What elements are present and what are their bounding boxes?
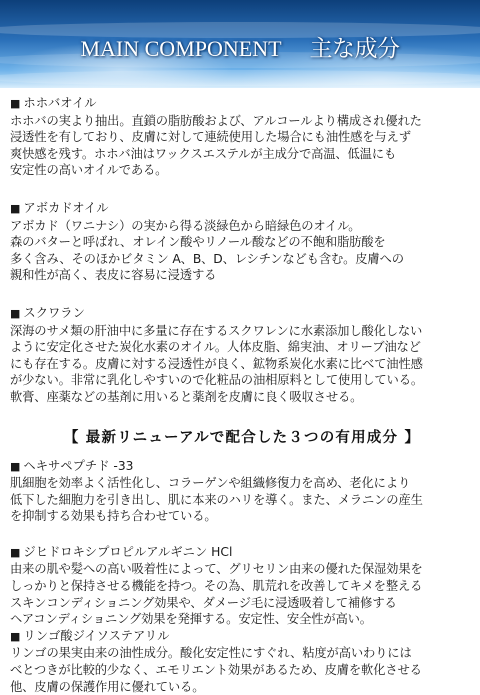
body-text: 森のバターと呼ばれ、オレイン酸やリノール酸などの不飽和脂肪酸を — [10, 235, 386, 250]
section-dihydroxypropyl-arginine — [10, 544, 474, 628]
body-text: リンゴの果実由来の油性成分。酸化安定性にすぐれ、粘度が高いわりには — [10, 646, 412, 661]
body-text: 爽快感を残す。ホホバ油はワックスエステルが主成分で高温、低温にも — [10, 146, 397, 161]
body-text: アボカド（ワニナシ）の実から得る淡緑色から暗緑色のオイル。 — [10, 218, 361, 233]
banner-wave — [0, 70, 480, 86]
square-bullet-icon: ■ — [10, 306, 21, 320]
square-bullet-icon: ■ — [10, 459, 21, 473]
body-text: スキンコンディショニング効果や、ダメージ毛に浸透吸着して補修する — [10, 595, 397, 610]
body-text: ように安定化させた炭化水素のオイル。人体皮脂、綿実油、オリーブ油など — [10, 340, 421, 355]
body-text: ホホバの実より抽出。直鎖の脂肪酸および、アルコールより構成され優れた — [10, 113, 422, 128]
page-title — [0, 30, 480, 63]
square-bullet-icon: ■ — [10, 545, 21, 559]
body-text: 親和性が高く、表皮に容易に浸透する — [10, 268, 217, 283]
body-text: 浸透性を有しており、皮膚に対して連続使用した場合にも油性感を与えず — [10, 130, 411, 145]
section-heading: ■ スクワラン — [10, 305, 85, 320]
section-squalane — [10, 305, 474, 406]
square-bullet-icon: ■ — [10, 629, 21, 643]
body-text: を抑制する効果も持ち合わせている。 — [10, 509, 217, 524]
section-heading: ■ リンゴ酸ジイソステアリル — [10, 628, 170, 643]
body-text: 低下した細胞力を引き出し、肌に本来のハリを導く。また、メラニンの産生 — [10, 492, 423, 507]
body-text: べとつきが比較的少なく、エモリエント効果があるため、皮膚を軟化させる — [10, 663, 422, 678]
body-text: にも存在する。皮膚に対する浸透性が良く、鉱物系炭化水素に比べて油性感 — [10, 356, 423, 371]
body-text: 軟膏、座薬などの基剤に用いると薬剤を皮膚に良く吸収させる。 — [10, 389, 363, 404]
body-text: しっかりと保持させる機能を持つ。その為、肌荒れを改善してキメを整える — [10, 579, 423, 594]
body-text: 肌細胞を効率よく活性化し、コラーゲンや組織修復力を高め、老化により — [10, 476, 411, 491]
section-heading: ■ ホホバオイル — [10, 96, 97, 110]
section-diisostearyl-malate — [10, 628, 474, 695]
square-bullet-icon: ■ — [10, 201, 21, 215]
body-text: 深海のサメ類の肝油中に多量に存在するスクワレンに水素添加し酸化しない — [10, 323, 423, 338]
page-title-jp: 主な成分 — [309, 36, 400, 62]
body-text: 他、皮膚の保護作用に優れている。 — [10, 679, 205, 694]
body-text: 多く含み、そのほかビタミン A、B、D、レシチンなども含む。皮膚への — [10, 251, 404, 266]
body-text: 由来の肌や髪への高い吸着性によって、グリセリン由来の優れた保湿効果を — [10, 562, 423, 577]
section-avocado-oil — [10, 200, 474, 284]
header-banner — [0, 0, 480, 88]
body-text: 安定性の高いオイルである。 — [10, 163, 168, 178]
body-text: が少ない。非常に乳化しやすいので化粧品の油相原料として使用している。 — [10, 373, 423, 388]
square-bullet-icon: ■ — [10, 97, 21, 110]
body-text: ヘアコンディショニング効果を発揮する。安定性、安全性が高い。 — [10, 612, 372, 627]
section-jojoba-oil — [10, 95, 474, 179]
section-hexapeptide-33 — [10, 458, 474, 525]
section-heading: ■ ヘキサペプチド -33 — [10, 458, 134, 473]
renewal-highlight-heading: 【 最新リニューアルで配合した３つの有用成分 】 — [63, 429, 421, 446]
section-heading: ■ ジヒドロキシプロピルアルギニン HCl — [10, 544, 233, 559]
page-title-en: MAIN COMPONENT — [80, 36, 282, 61]
content — [0, 95, 480, 695]
section-heading: ■ アボカドオイル — [10, 200, 109, 215]
